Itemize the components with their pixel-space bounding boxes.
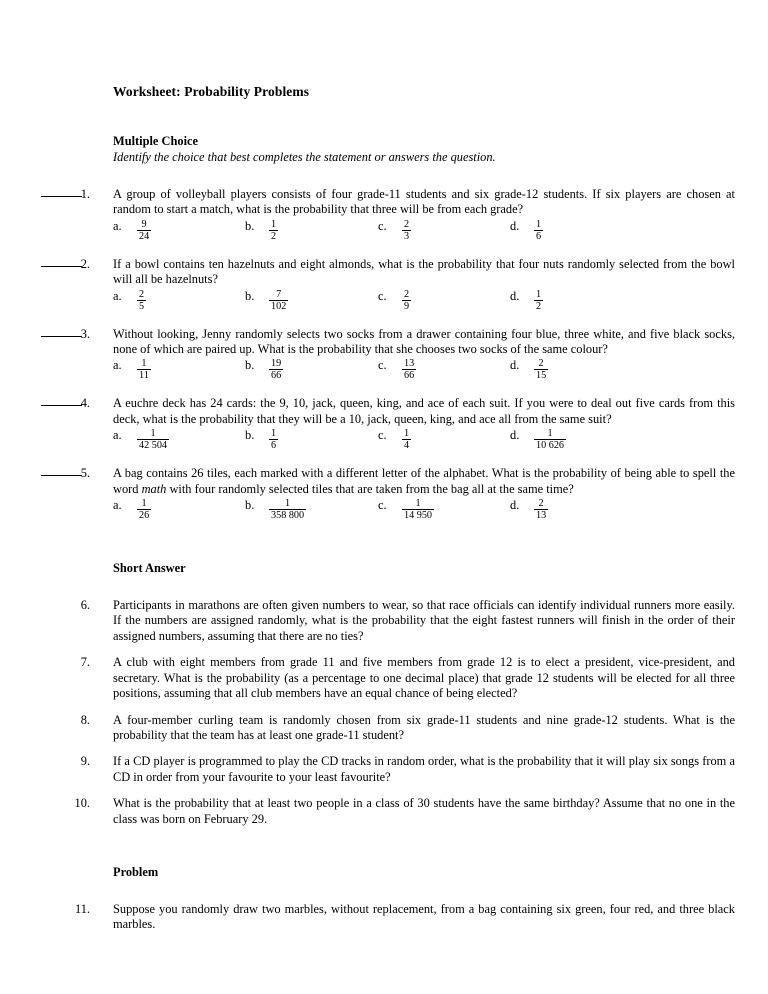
question-body: [113, 598, 735, 644]
option-b[interactable]: [245, 358, 283, 382]
option-label: d.: [510, 288, 520, 303]
question-number: 5.: [80, 466, 90, 481]
option-d[interactable]: [510, 428, 566, 452]
question-body: [113, 187, 735, 246]
option-label: d.: [510, 498, 520, 513]
option-d[interactable]: [510, 289, 543, 313]
section-heading-short-answer: Short Answer: [113, 561, 186, 576]
option-list: [113, 498, 735, 525]
option-fraction: [534, 358, 548, 382]
fraction-numerator: 1: [402, 498, 434, 510]
option-fraction: [534, 428, 566, 452]
fraction-numerator: 1: [137, 358, 151, 370]
option-a[interactable]: [113, 498, 151, 522]
option-c[interactable]: [378, 289, 411, 313]
option-list: [113, 289, 735, 316]
fraction-numerator: 2: [534, 498, 548, 510]
option-label: d.: [510, 358, 520, 373]
question-item: [0, 754, 768, 785]
fraction-numerator: 2: [404, 288, 410, 300]
option-label: a.: [113, 358, 122, 373]
option-d[interactable]: [510, 358, 548, 382]
fraction-numerator: 1: [137, 428, 169, 440]
fraction-denominator: 4: [404, 440, 410, 452]
question-text: If a bowl contains ten hazelnuts and eight almonds, what is the probability that four nuts randomly selected from the bowl will all be hazelnuts?: [113, 256, 735, 287]
emphasized-word: math: [141, 481, 167, 496]
fraction-numerator: 1: [271, 428, 277, 440]
question-item: [0, 655, 768, 701]
fraction-denominator: 26: [139, 510, 150, 522]
fraction-numerator: 7: [269, 289, 288, 301]
option-c[interactable]: [378, 358, 416, 382]
question-body: [113, 257, 735, 316]
fraction-numerator: 1: [536, 288, 542, 300]
option-fraction: [402, 358, 416, 382]
option-list: [113, 428, 735, 455]
option-a[interactable]: [113, 219, 151, 243]
option-fraction: [534, 498, 548, 522]
fraction-denominator: 13: [536, 510, 547, 522]
fraction-denominator: 2: [271, 230, 277, 242]
question-number: 4.: [80, 396, 90, 411]
question-body: [113, 754, 735, 785]
option-label: b.: [245, 218, 255, 233]
question-text: A club with eight members from grade 11 and five members from grade 12 is to elect a president, vice-president, and secretary. What is the probability (as a percentage to one decimal place) that grade 12 students will be elected for all three positions, assuming that all club members have an equal chance of being elected?: [113, 655, 735, 701]
option-b[interactable]: [245, 498, 306, 522]
option-a[interactable]: [113, 428, 169, 452]
option-list: [113, 219, 735, 246]
option-label: c.: [378, 498, 387, 513]
fraction-denominator: 42 504: [139, 440, 168, 452]
fraction-denominator: 66: [271, 370, 282, 382]
question-item: [0, 598, 768, 644]
question-text: A group of volleyball players consists of four grade-11 students and six grade-12 students. If six players are chosen at random to start a match, what is the probability that three will be from each grade?: [113, 187, 735, 217]
fraction-numerator: 1: [271, 218, 277, 230]
question-text-part-2: with four randomly selected tiles that are taken from the bag all at the same time?: [166, 481, 574, 496]
option-c[interactable]: [378, 498, 434, 522]
option-fraction: [402, 428, 411, 452]
option-c[interactable]: [378, 428, 411, 452]
fraction-numerator: 13: [404, 358, 415, 370]
fraction-numerator: 1: [269, 498, 306, 510]
option-fraction: [137, 289, 146, 313]
option-label: c.: [378, 358, 387, 373]
question-number: 6.: [80, 598, 90, 613]
section-instruction-multiple-choice: Identify the choice that best completes the statement or answers the question.: [113, 150, 496, 164]
question-text: A four-member curling team is randomly chosen from six grade-11 students and nine grade-12 students. What is the probability that the team has at least one grade-11 student?: [113, 712, 735, 742]
question-text: If a CD player is programmed to play the CD tracks in random order, what is the probability that it will play six songs from a CD in order from your favourite to your least favourite?: [113, 754, 735, 784]
question-number: 8.: [80, 712, 90, 727]
question-item: [0, 902, 768, 933]
fraction-numerator: 2: [534, 358, 548, 370]
option-fraction: [402, 219, 411, 243]
question-text: [113, 466, 735, 497]
fraction-numerator: 2: [404, 218, 410, 230]
question-body: [113, 713, 735, 744]
fraction-denominator: 9: [404, 300, 410, 312]
option-b[interactable]: [245, 289, 288, 313]
option-fraction: [269, 498, 306, 522]
question-number: 10.: [74, 796, 90, 811]
fraction-denominator: 5: [139, 300, 145, 312]
option-fraction: [137, 428, 169, 452]
fraction-denominator: 6: [536, 230, 542, 242]
fraction-denominator: 15: [536, 370, 547, 382]
option-fraction: [402, 289, 411, 313]
question-body: [113, 902, 735, 933]
question-body: [113, 466, 735, 525]
question-body: [113, 655, 735, 701]
option-label: d.: [510, 218, 520, 233]
fraction-denominator: 358 800: [271, 510, 305, 522]
question-item: [0, 257, 768, 316]
option-fraction: [534, 219, 543, 243]
option-label: a.: [113, 288, 122, 303]
option-fraction: [269, 428, 278, 452]
option-fraction: [402, 498, 434, 522]
option-fraction: [269, 219, 278, 243]
option-fraction: [269, 289, 288, 313]
fraction-denominator: 66: [404, 370, 415, 382]
option-fraction: [534, 289, 543, 313]
question-item: [0, 466, 768, 525]
option-label: c.: [378, 218, 387, 233]
option-label: c.: [378, 288, 387, 303]
fraction-numerator: 9: [137, 219, 151, 231]
question-item: [0, 187, 768, 246]
fraction-denominator: 3: [404, 230, 410, 242]
question-item: [0, 796, 768, 827]
fraction-denominator: 102: [271, 300, 287, 312]
question-text: Without looking, Jenny randomly selects two socks from a drawer containing four blue, three white, and five black socks, none of which are paired up. What is the probability that she chooses two socks of the same colour?: [113, 326, 735, 357]
fraction-denominator: 14 950: [404, 510, 433, 522]
question-text: Suppose you randomly draw two marbles, without replacement, from a bag containing six green, four red, and three black marbles.: [113, 901, 735, 932]
option-label: c.: [378, 428, 387, 443]
option-fraction: [137, 219, 151, 243]
question-item: [0, 396, 768, 455]
fraction-numerator: 1: [534, 428, 566, 440]
question-text-part-1: A bag contains 26 tiles, each marked with a different letter of the alphabet. What is the probability of being able to spell the word: [113, 466, 735, 496]
page-title: Worksheet: Probability Problems: [113, 84, 310, 99]
option-fraction: [269, 358, 283, 382]
option-a[interactable]: [113, 289, 146, 313]
question-number: 2.: [80, 256, 90, 271]
fraction-denominator: 10 626: [536, 440, 565, 452]
option-label: a.: [113, 218, 122, 233]
section-heading-multiple-choice: Multiple Choice: [113, 134, 199, 148]
question-item: [0, 713, 768, 744]
option-d[interactable]: [510, 498, 548, 522]
option-label: d.: [510, 428, 520, 443]
option-d[interactable]: [510, 219, 543, 243]
option-label: b.: [245, 288, 255, 303]
option-b[interactable]: [245, 219, 278, 243]
fraction-denominator: 11: [139, 370, 149, 382]
fraction-numerator: 1: [536, 218, 542, 230]
document-content: [0, 84, 768, 933]
fraction-numerator: 1: [404, 428, 410, 440]
option-label: b.: [245, 428, 255, 443]
fraction-denominator: 2: [536, 300, 542, 312]
fraction-numerator: 19: [271, 358, 282, 370]
question-text: A euchre deck has 24 cards: the 9, 10, jack, queen, king, and ace of each suit. If you were to deal out five cards from this deck, what is the probability that they will be a 10, jack, queen, king, and ace all from the same suit?: [113, 396, 735, 426]
option-fraction: [137, 358, 151, 382]
option-label: a.: [113, 498, 122, 513]
question-number: 3.: [80, 326, 90, 341]
option-a[interactable]: [113, 358, 151, 382]
question-text: What is the probability that at least two people in a class of 30 students have the same birthday? Assume that no one in the class was born on February 29.: [113, 796, 735, 826]
option-c[interactable]: [378, 219, 411, 243]
question-number: 7.: [80, 655, 90, 670]
fraction-denominator: 6: [271, 440, 277, 452]
option-b[interactable]: [245, 428, 278, 452]
fraction-numerator: 1: [137, 498, 151, 510]
option-label: b.: [245, 498, 255, 513]
question-item: [0, 327, 768, 386]
fraction-numerator: 2: [139, 288, 145, 300]
option-label: a.: [113, 428, 122, 443]
section-heading-problem: Problem: [113, 864, 159, 879]
question-number: 9.: [80, 754, 90, 769]
fraction-denominator: 24: [139, 230, 150, 242]
question-body: [113, 396, 735, 455]
question-text: Participants in marathons are often given numbers to wear, so that race officials can identify individual runners more easily. If the numbers are assigned randomly, what is the probability that the eight fastest runners will finish in the order of their assigned numbers, assuming that there are no ties?: [113, 598, 735, 643]
question-body: [113, 796, 735, 827]
question-number: 11.: [74, 901, 90, 916]
question-number: 1.: [80, 187, 90, 201]
option-list: [113, 358, 735, 385]
question-body: [113, 327, 735, 386]
option-fraction: [137, 498, 151, 522]
option-label: b.: [245, 358, 255, 373]
